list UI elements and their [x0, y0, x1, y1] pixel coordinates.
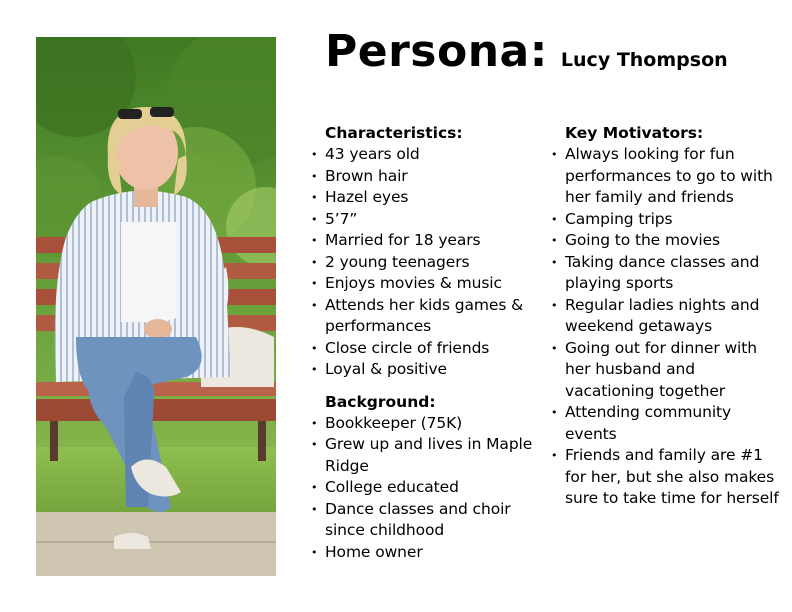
bullet-icon: •: [311, 363, 318, 376]
list-item: • Friends and family are #1 for her, but she also makes sure to take time for herself: [551, 446, 779, 507]
list-item: • Home owner: [310, 542, 545, 564]
list-item: • Married for 18 years: [310, 230, 545, 252]
list-item: • Dance classes and choir since childhood: [311, 499, 511, 539]
list-item: • Grew up and lives in Maple Ridge: [311, 435, 533, 475]
bullet-icon: •: [311, 502, 318, 516]
list-item: • Taking dance classes and playing sports: [551, 252, 760, 292]
background-list: [310, 413, 545, 564]
bullet-icon: •: [311, 341, 318, 355]
bullet-icon: •: [551, 255, 558, 269]
list-item: • Loyal & positive: [310, 359, 545, 381]
list-item: • Attends her kids games & performances: [311, 295, 524, 335]
list-item: • Bookkeeper (75K): [310, 413, 545, 435]
list-item: • 43 years old: [310, 144, 545, 166]
list-item: • Hazel eyes: [310, 187, 545, 209]
bullet-icon: •: [311, 416, 318, 430]
background-heading: Background:: [325, 392, 436, 411]
list-item: • Attending community events: [551, 403, 732, 443]
characteristics-heading: Characteristics:: [325, 124, 463, 142]
bullet-icon: •: [311, 438, 318, 451]
bullet-icon: •: [311, 212, 318, 226]
characteristics-list: [310, 144, 545, 381]
bullet-icon: •: [311, 545, 318, 559]
bullet-icon: •: [551, 341, 558, 355]
bullet-icon: •: [551, 449, 558, 462]
list-item: • Going out for dinner with her husband and vacationing together: [551, 338, 757, 400]
left-column: [310, 122, 545, 563]
motivators-heading: Key Motivators:: [565, 124, 704, 142]
persona-name: Lucy Thompson: [560, 49, 728, 71]
bullet-icon: •: [551, 298, 558, 312]
list-item: • 2 young teenagers: [310, 252, 545, 274]
page-title: [325, 26, 728, 77]
bullet-icon: •: [311, 255, 318, 269]
bullet-icon: •: [311, 169, 318, 183]
bullet-icon: •: [551, 148, 558, 161]
list-item: • Always looking for fun performances to go to with her family and friends: [551, 145, 773, 206]
list-item: • Close circle of friends: [310, 338, 545, 360]
list-item: • Brown hair: [310, 166, 545, 188]
list-item: • Camping trips: [550, 209, 782, 231]
motivators-list: [550, 144, 782, 510]
bullet-icon: •: [311, 481, 318, 494]
bullet-icon: •: [551, 406, 558, 419]
list-item: • College educated: [310, 477, 545, 499]
list-item: • Enjoys movies & music: [310, 273, 545, 295]
persona-photo: [36, 37, 276, 576]
title-main: Persona:: [325, 26, 548, 77]
right-column: [550, 122, 782, 510]
bullet-icon: •: [311, 148, 318, 161]
bullet-icon: •: [311, 298, 318, 312]
bullet-icon: •: [311, 277, 318, 290]
list-item: • 5’7”: [310, 209, 545, 231]
bullet-icon: •: [311, 234, 318, 247]
list-item: • Going to the movies: [550, 230, 782, 252]
bullet-icon: •: [551, 234, 558, 247]
bullet-icon: •: [551, 212, 558, 226]
list-item: • Regular ladies nights and weekend getaways: [551, 295, 760, 335]
bullet-icon: •: [311, 191, 318, 204]
